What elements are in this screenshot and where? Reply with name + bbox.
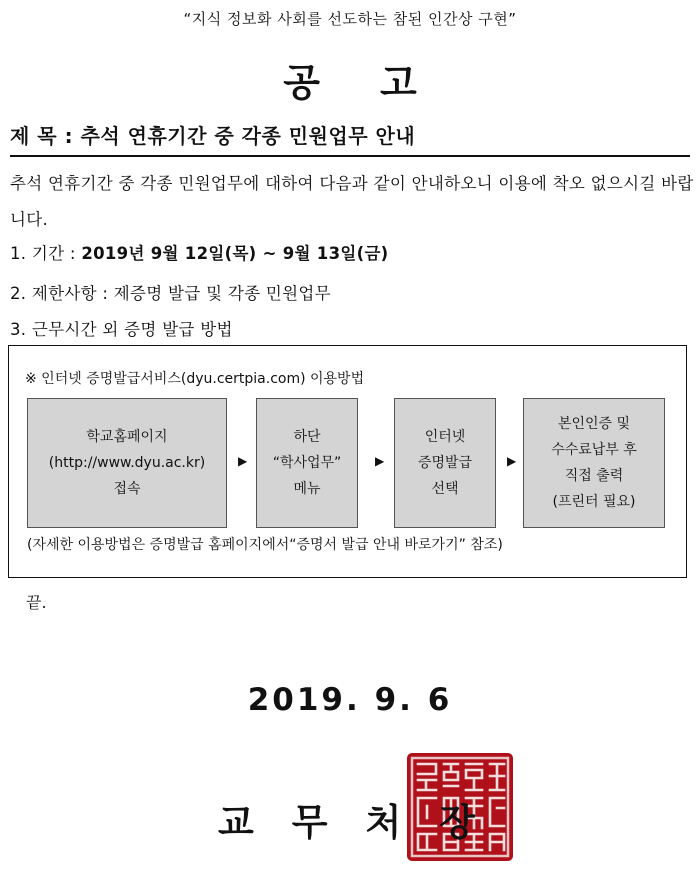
page-title: 공고	[283, 61, 477, 105]
step-line: 선택	[431, 481, 459, 497]
step-academic-menu	[256, 398, 358, 528]
step-line: 접속	[113, 481, 141, 497]
item-period-value: 2019년 9월 12일(목) ~ 9월 13일(금)	[81, 244, 389, 263]
step-line: 증명발급	[417, 455, 473, 471]
step-line: 직접 출력	[564, 468, 624, 484]
step-line: “학사업무”	[272, 455, 342, 471]
instruction-box-title: ※ 인터넷 증명발급서비스(dyu.certpia.com) 이용방법	[25, 371, 365, 387]
subject-line: 제 목 : 추석 연휴기간 중 각종 민원업무 안내	[10, 120, 690, 157]
step-line: 하단	[293, 429, 321, 445]
instruction-note: (자세한 이용방법은 증명발급 홈페이지에서“증명서 발급 안내 바로가기” 참조)	[27, 537, 503, 553]
end-mark: 끝.	[26, 593, 47, 612]
motto: “지식 정보화 사회를 선도하는 참된 인간상 구현”	[183, 10, 517, 28]
item-period	[10, 240, 389, 264]
item-after-hours: 3. 근무시간 외 증명 발급 방법	[10, 320, 233, 339]
arrow-icon: ▶	[375, 454, 385, 468]
intro-paragraph: 추석 연휴기간 중 각종 민원업무에 대하여 다음과 같이 안내하오니 이용에 착오 없으시길 바랍니다.	[10, 174, 694, 229]
step-select-certificate	[394, 398, 496, 528]
instruction-box	[8, 345, 687, 578]
step-line: 메뉴	[293, 481, 321, 497]
step-line: 수수료납부 후	[551, 442, 637, 458]
step-line: 인터넷	[424, 429, 466, 445]
step-line: (프린터 필요)	[552, 494, 636, 510]
arrow-icon: ▶	[238, 454, 248, 468]
item-restrictions: 2. 제한사항 : 제증명 발급 및 각종 민원업무	[10, 284, 331, 303]
item-period-label: 1. 기간 :	[10, 244, 82, 263]
step-line: (http://www.dyu.ac.kr)	[48, 455, 206, 471]
arrow-icon: ▶	[507, 454, 517, 468]
signatory: 교무처장	[218, 801, 513, 844]
step-print	[523, 398, 665, 528]
step-line: 본인인증 및	[557, 416, 631, 432]
step-homepage	[27, 398, 227, 528]
step-line: 학교홈페이지	[86, 429, 168, 445]
announcement-date: 2019. 9. 6	[247, 682, 453, 718]
